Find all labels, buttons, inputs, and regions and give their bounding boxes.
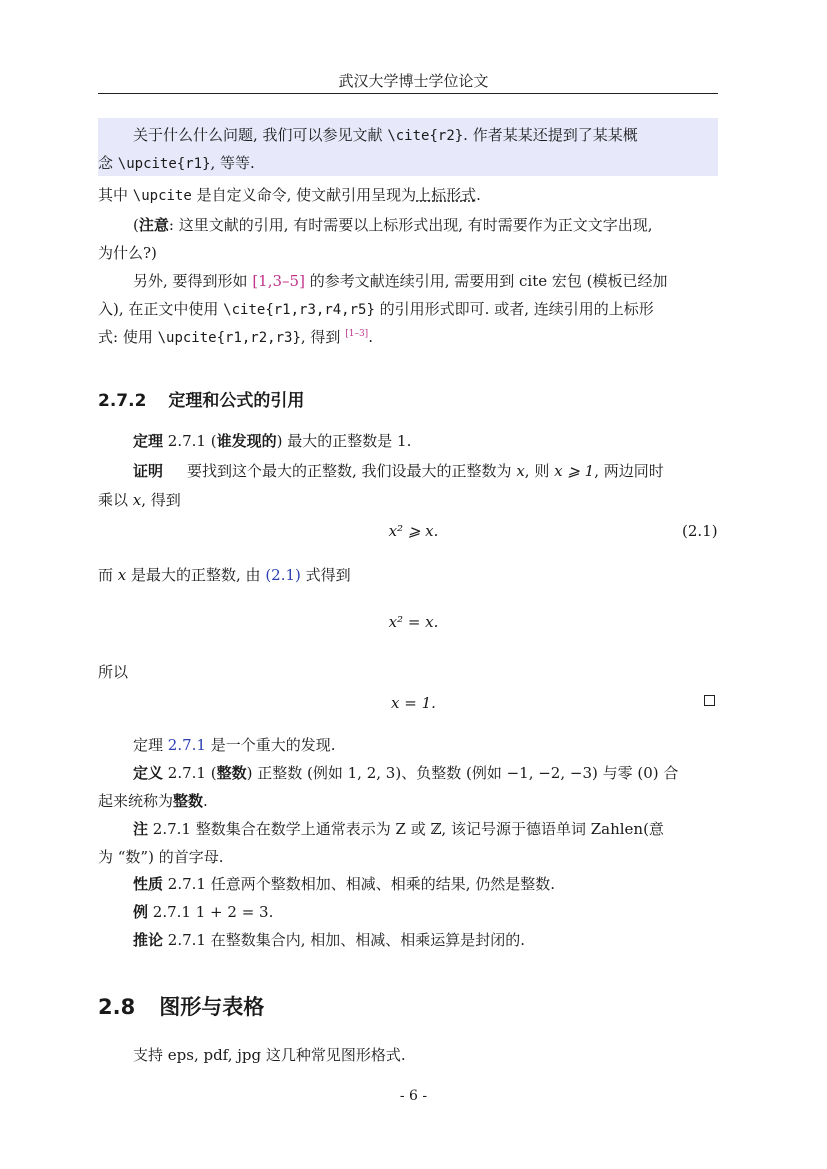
equation-tag (682, 522, 718, 540)
proof-label: 证明 (133, 462, 164, 480)
highlight-line-1 (133, 124, 638, 145)
text: . (476, 186, 481, 204)
remark-number: 2.7.1 (152, 820, 191, 838)
section-heading-2-8 (98, 991, 264, 1021)
property-number: 2.7.1 (167, 875, 206, 893)
corollary-number: 2.7.1 (167, 931, 206, 949)
cite-line-3 (98, 326, 373, 347)
note-line-2 (98, 242, 157, 263)
definition-name: 整数 (216, 764, 247, 782)
theorem-text: 最大的正整数是 1. (282, 432, 412, 450)
theorem-2-7-1 (133, 430, 411, 451)
text: 乘以 (98, 491, 133, 509)
text: 1 + 2 = 3. (190, 903, 274, 921)
citation-link[interactable]: [1,3–5] (252, 272, 305, 290)
text: , 得到 (300, 328, 346, 346)
code-upcite: \upcite (132, 188, 192, 204)
equation-number: (2.1) (682, 522, 718, 540)
section-title: 图形与表格 (159, 995, 265, 1019)
note-label: 注意 (138, 216, 169, 234)
text: . (368, 328, 373, 346)
text: 念 (98, 154, 118, 172)
theorem-name: 谁发现的 (216, 432, 277, 450)
text: , 两边同时 (594, 462, 664, 480)
equation-link[interactable]: (2.1) (265, 566, 301, 584)
text: 式得到 (300, 566, 351, 584)
cite-line-2 (98, 298, 654, 319)
text: 是自定义命令, 使文献引用呈现为 (191, 186, 417, 204)
text: 定理 (133, 736, 168, 754)
text: ( (210, 432, 217, 450)
equation-unnumbered-1 (0, 613, 827, 631)
text: 而 (98, 566, 118, 584)
property-label: 性质 (133, 875, 164, 893)
theorem-label: 定理 (133, 432, 164, 450)
remark-line-1 (133, 818, 664, 839)
section-title: 定理和公式的引用 (168, 391, 305, 411)
equation-body: x² = x. (388, 613, 439, 631)
bold-term: 整数 (173, 792, 204, 810)
text: , 则 (524, 462, 555, 480)
text: 正整数 (例如 1, 2, 3)、负整数 (例如 −1, −2, −3) 与零 (0) 合 (252, 764, 679, 782)
superscript-citation-link[interactable]: [1–3] (345, 329, 369, 339)
paragraph-eq-ref (98, 564, 351, 585)
text: 式: 使用 (98, 328, 158, 346)
paragraph-upcite (98, 184, 481, 205)
page-number-text: - 6 - (399, 1088, 428, 1104)
paragraph-suoyi (98, 661, 128, 682)
cite-line-1 (133, 270, 668, 291)
text: ( (133, 216, 139, 234)
text: 关于什么什么问题, 我们可以参见文献 (133, 126, 388, 144)
example-2-7-1 (133, 901, 273, 922)
text: 整数集合在数学上通常表示为 Z 或 ℤ, 该记号源于德语单词 Zahlen(意 (190, 820, 664, 838)
text: ( (210, 764, 217, 782)
text: . (203, 792, 208, 810)
text: 支持 eps, pdf, jpg 这几种常见图形格式. (133, 1046, 406, 1064)
page-number (0, 1088, 827, 1104)
text: 是一个重大的发现. (205, 736, 336, 754)
text: 是最大的正整数, 由 (126, 566, 266, 584)
text: 任意两个整数相加、相减、相乘的结果, 仍然是整数. (205, 875, 556, 893)
proof-line-1 (133, 460, 664, 481)
highlight-line-2 (98, 152, 255, 173)
text: 入), 在正文中使用 (98, 300, 224, 318)
math-var: x (132, 491, 142, 509)
text: 要找到这个最大的正整数, 我们设最大的正整数为 (187, 462, 517, 480)
qed-square-icon (704, 695, 715, 706)
text: 另外, 要得到形如 (133, 272, 253, 290)
text: 的引用形式即可. 或者, 连续引用的上标形 (374, 300, 654, 318)
section-heading-2-7-2 (98, 386, 304, 411)
text: , 等等. (210, 154, 255, 172)
math-var: x (117, 566, 127, 584)
definition-label: 定义 (133, 764, 164, 782)
example-label: 例 (133, 903, 149, 921)
dotted-emphasis: 上标形式 (416, 186, 477, 204)
code-cite-r2: \cite{r2} (387, 128, 464, 144)
paragraph-theorem-ref (133, 734, 336, 755)
section-number: 2.7.2 (98, 391, 147, 411)
theorem-link[interactable]: 2.7.1 (167, 736, 206, 754)
math-var: x (516, 462, 525, 480)
definition-number: 2.7.1 (167, 764, 206, 782)
text: ) (276, 432, 283, 450)
property-2-7-1 (133, 873, 555, 894)
proof-line-2 (98, 489, 181, 510)
equation-body: x² ⩾ x. (388, 522, 439, 540)
remark-label: 注 (133, 820, 149, 838)
text: 为 “数”) 的首字母. (98, 848, 224, 866)
code-upcite-multi: \upcite{r1,r2,r3} (157, 330, 301, 346)
text: , 得到 (141, 491, 181, 509)
text: 所以 (98, 663, 129, 681)
definition-line-2 (98, 790, 208, 811)
text: ) (246, 764, 253, 782)
remark-line-2 (98, 846, 224, 867)
header-title: 武汉大学博士学位论文 (338, 72, 489, 90)
corollary-2-7-1 (133, 929, 525, 950)
example-number: 2.7.1 (152, 903, 191, 921)
header-rule (98, 93, 718, 94)
code-upcite-r1: \upcite{r1} (117, 156, 211, 172)
note-line-1 (133, 214, 653, 235)
equation-unnumbered-2 (0, 694, 827, 712)
running-header (0, 70, 827, 91)
theorem-number: 2.7.1 (167, 432, 206, 450)
text: 为什么?) (98, 244, 157, 262)
definition-line-1 (133, 762, 678, 783)
section-number: 2.8 (98, 995, 136, 1019)
paragraph-formats (133, 1044, 406, 1065)
text: : 这里文献的引用, 有时需要以上标形式出现, 有时需要作为正文文字出现, (168, 216, 653, 234)
math-inline: x ⩾ 1 (554, 462, 595, 480)
text: 的参考文献连续引用, 需要用到 cite 宏包 (模板已经加 (304, 272, 668, 290)
equation-body: x = 1. (391, 694, 436, 712)
corollary-label: 推论 (133, 931, 164, 949)
code-cite-multi: \cite{r1,r3,r4,r5} (223, 302, 375, 318)
text: 在整数集合内, 相加、相减、相乘运算是封闭的. (205, 931, 526, 949)
text: . 作者某某还提到了某某概 (463, 126, 638, 144)
text: 起来统称为 (98, 792, 174, 810)
text: 其中 (98, 186, 133, 204)
